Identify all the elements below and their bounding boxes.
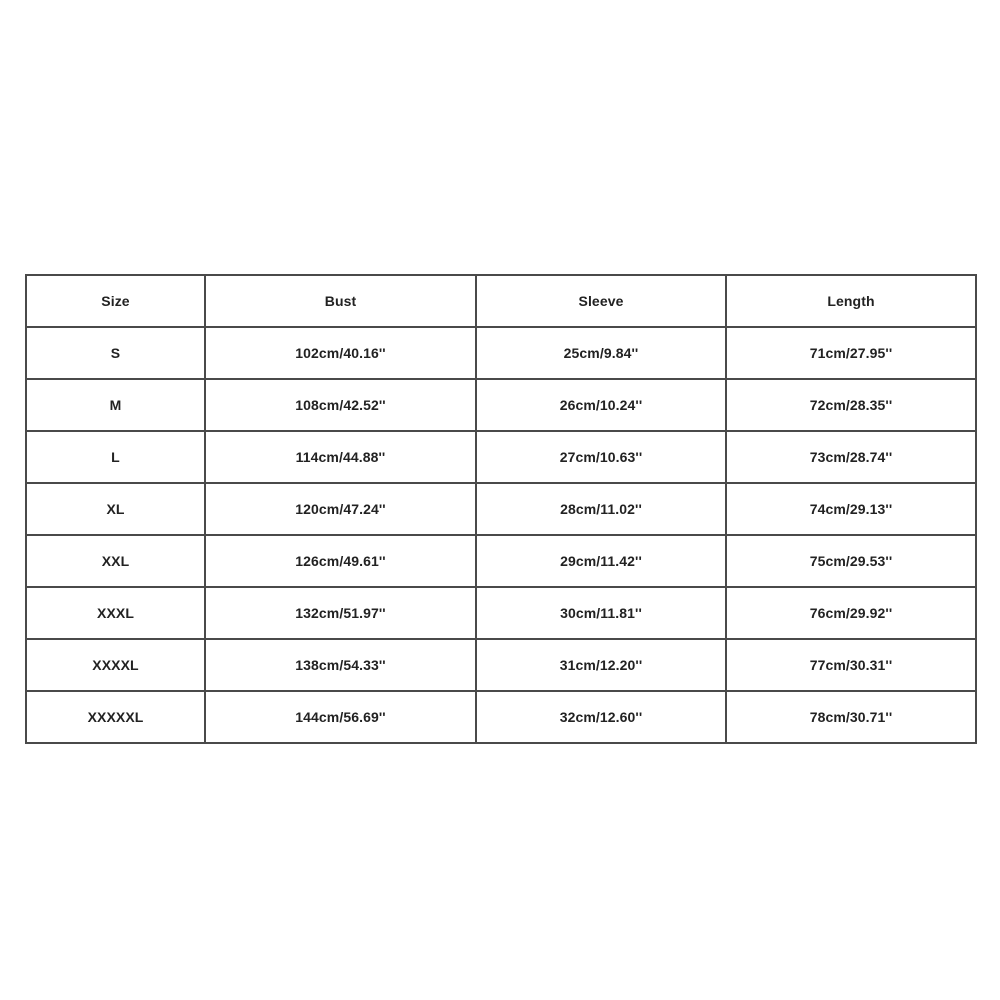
cell-size: L — [26, 431, 205, 483]
table-row — [26, 327, 976, 379]
table-row — [26, 587, 976, 639]
cell-size: XXL — [26, 535, 205, 587]
header-sleeve: Sleeve — [476, 275, 726, 327]
cell-bust: 114cm/44.88'' — [205, 431, 476, 483]
cell-length: 77cm/30.31'' — [726, 639, 976, 691]
cell-size: XXXXL — [26, 639, 205, 691]
cell-length: 78cm/30.71'' — [726, 691, 976, 743]
cell-bust: 102cm/40.16'' — [205, 327, 476, 379]
cell-bust: 138cm/54.33'' — [205, 639, 476, 691]
header-length: Length — [726, 275, 976, 327]
cell-bust: 126cm/49.61'' — [205, 535, 476, 587]
cell-bust: 132cm/51.97'' — [205, 587, 476, 639]
cell-bust: 144cm/56.69'' — [205, 691, 476, 743]
header-bust: Bust — [205, 275, 476, 327]
cell-sleeve: 31cm/12.20'' — [476, 639, 726, 691]
cell-size: XXXXXL — [26, 691, 205, 743]
cell-bust: 120cm/47.24'' — [205, 483, 476, 535]
cell-sleeve: 30cm/11.81'' — [476, 587, 726, 639]
cell-length: 71cm/27.95'' — [726, 327, 976, 379]
table-header-row — [26, 275, 976, 327]
table-row — [26, 483, 976, 535]
table-row — [26, 379, 976, 431]
cell-sleeve: 25cm/9.84'' — [476, 327, 726, 379]
table-row — [26, 691, 976, 743]
cell-bust: 108cm/42.52'' — [205, 379, 476, 431]
table-row — [26, 639, 976, 691]
cell-size: XXXL — [26, 587, 205, 639]
header-size: Size — [26, 275, 205, 327]
cell-length: 74cm/29.13'' — [726, 483, 976, 535]
table-row — [26, 431, 976, 483]
size-chart-table — [25, 274, 977, 744]
cell-sleeve: 26cm/10.24'' — [476, 379, 726, 431]
cell-size: XL — [26, 483, 205, 535]
cell-size: S — [26, 327, 205, 379]
cell-length: 75cm/29.53'' — [726, 535, 976, 587]
cell-length: 72cm/28.35'' — [726, 379, 976, 431]
cell-length: 76cm/29.92'' — [726, 587, 976, 639]
table-row — [26, 535, 976, 587]
cell-sleeve: 32cm/12.60'' — [476, 691, 726, 743]
cell-sleeve: 29cm/11.42'' — [476, 535, 726, 587]
cell-sleeve: 28cm/11.02'' — [476, 483, 726, 535]
cell-length: 73cm/28.74'' — [726, 431, 976, 483]
cell-size: M — [26, 379, 205, 431]
cell-sleeve: 27cm/10.63'' — [476, 431, 726, 483]
